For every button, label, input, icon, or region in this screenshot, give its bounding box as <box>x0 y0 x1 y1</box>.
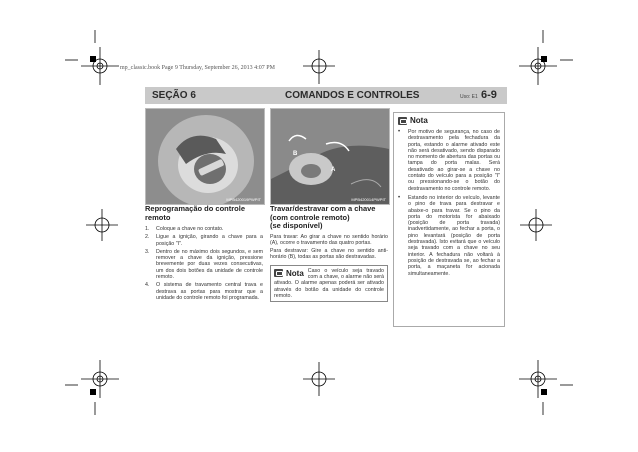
arrow-label-b: B <box>293 151 298 157</box>
file-info-line: mp_classic.book Page 9 Thursday, September 26, 2013 4:07 PM <box>120 65 275 71</box>
left-column-title <box>145 205 263 222</box>
note-header <box>274 269 304 278</box>
photo-code-left: MPB420019PWPIT <box>226 197 261 202</box>
middle-column-title <box>270 205 388 231</box>
door-lock-photo <box>270 108 390 205</box>
list-item: 1. Coloque a chave no contato. <box>145 226 224 232</box>
unlock-paragraph: Para destravar: Gire a chave no sentido anti-horário (B), todas as portas são destravadas. <box>270 248 388 261</box>
middle-note-text: Caso o veículo seja travado com a chave, o alarme não será ativado. O alarme apenas poderá ser ativado através do botão da unidade do controle remoto. <box>274 267 384 299</box>
note-icon <box>398 117 407 125</box>
note-bullets <box>398 129 500 277</box>
right-note-box <box>393 112 505 327</box>
left-title-line2: remoto <box>145 212 171 222</box>
photo-code-mid: MPB420014PWPIT <box>351 197 386 202</box>
list-item: • Estando no interior do veículo, levante o pino de trava para destravar e abaixe-o para travar. Se o pino da porta do motorista for abaixado (posição de porta travada) inadvertidamente, ao fechar a porta, o pino levantará (posição de porta destravada). Isto evitará que o veículo seja travado com a chave no seu interior. A fechadura não voltará à posição de destravada se, ao fechar a porta, a maçaneta for acionada simultaneamente. <box>398 194 500 277</box>
section-title: SEÇÃO 6 <box>152 90 196 101</box>
mid-title-line3: (se disponível) <box>270 221 323 230</box>
page-number: 6-9 <box>481 89 497 101</box>
arrow-label-a: A <box>331 167 336 173</box>
list-item: • Por motivo de segurança, no caso de destravamento pela fechadura da porta, estando o alarme ativado este não será desativado, sendo disparado no momento de abertura das portas ou tampa do porta malas. Será desativado ao girar-se a chave no contato do veículo para a posição "I" ou pressionando-se o botão do destravamento no controle remoto. <box>398 129 500 192</box>
door-lock-illustration <box>271 109 389 204</box>
left-column <box>145 205 263 303</box>
mid-title-line2: (com controle remoto) <box>270 212 350 222</box>
mid-title-line1: Travar/destravar com a chave <box>270 204 376 213</box>
note-label: Nota <box>286 268 304 278</box>
middle-note-box <box>270 265 388 302</box>
list-item: 4. O sistema de travamento central trava e destrava as portas para mostrar que a unidade do controle remoto foi programada. <box>145 282 263 301</box>
list-item: 3. Dentro de no máximo dois segundos, e sem remover a chave da ignição, pressione brevemente por duas vezes consecutivas, um dos dois botões da unidade de controle remoto. <box>145 248 263 281</box>
ignition-photo <box>145 108 265 205</box>
usage-code: Uso: E1 <box>460 94 478 100</box>
right-note-label: Nota <box>410 116 428 125</box>
right-note-header <box>398 116 500 125</box>
list-item: 2. Ligue a ignição, girando a chave para a posição "I". <box>145 234 263 247</box>
reprogram-steps <box>145 226 263 301</box>
left-title-line1: Reprogramação do controle <box>145 204 246 213</box>
chapter-title: COMANDOS E CONTROLES <box>285 90 420 101</box>
lock-paragraph: Para travar: Ao girar a chave no sentido horário (A), ocorre o travamento das quatro portas. <box>270 233 388 246</box>
middle-column <box>270 205 388 302</box>
ignition-illustration <box>146 109 264 204</box>
note-icon <box>274 269 283 277</box>
